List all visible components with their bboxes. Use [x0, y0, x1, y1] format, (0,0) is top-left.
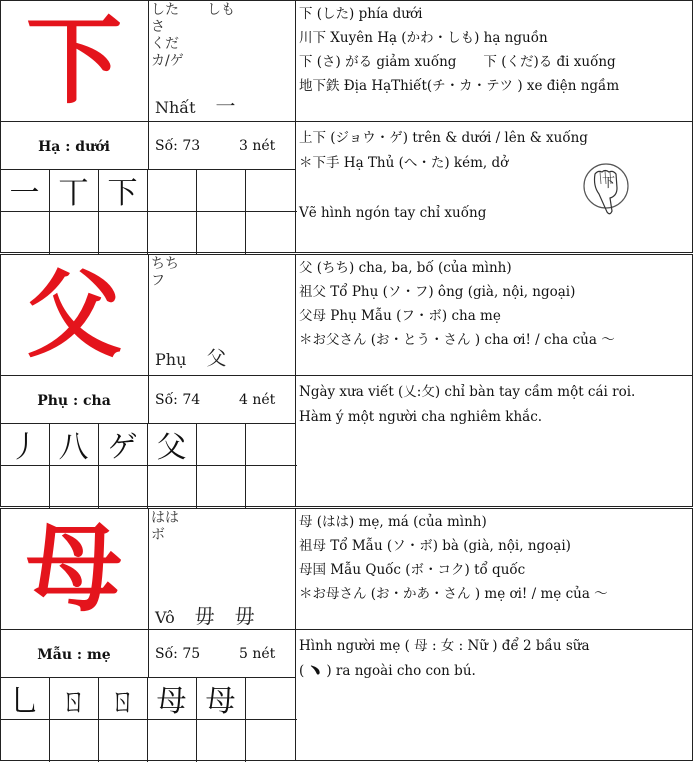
kanji-readings: [151, 510, 179, 544]
stroke-step: 母: [156, 684, 187, 719]
hand-kanji-label: 下: [602, 176, 616, 191]
kanji-meanings: [299, 2, 689, 98]
kanji-readings: [151, 256, 179, 290]
main-kanji: 下: [26, 3, 122, 117]
reading-line: さ: [151, 19, 165, 35]
grid-line: [245, 170, 246, 254]
reading-line: した しも: [151, 2, 235, 18]
stroke-step: ㄖ: [107, 684, 138, 719]
kanji-number: [155, 392, 291, 408]
stroke-step: 下: [107, 176, 138, 211]
reading-line: カ/ゲ: [151, 53, 184, 69]
stroke-step: 八: [58, 430, 89, 465]
kanji-description: [299, 380, 689, 430]
meaning-line: 父 (ちち) cha, ba, bố (của mình): [299, 260, 512, 276]
kanji-label: Mẫu : mẹ: [37, 647, 111, 663]
desc-line: Hình người mẹ ( 母 : 女 : Nữ ) để 2 bầu sữa: [299, 638, 590, 654]
meaning-line: 川下 Xuyên Hạ (かわ・しも) hạ nguồn: [299, 30, 548, 46]
kanji-label: Phụ : cha: [37, 393, 111, 409]
hanviet-reading: [155, 90, 236, 119]
stroke-step: 父: [156, 430, 187, 465]
reading-line: ボ: [151, 527, 165, 543]
hanviet-reading: [155, 342, 226, 371]
desc-line: ＊下手 Hạ Thủ (へ・た) kém, dở: [299, 155, 509, 171]
desc-line: [299, 176, 689, 201]
stroke-count: 4 nét: [239, 392, 276, 408]
reading-line: ちち: [151, 256, 179, 272]
number-text: Số: 74: [155, 392, 201, 408]
desc-line: Vẽ hình ngón tay chỉ xuống: [299, 205, 487, 221]
main-kanji: 父: [26, 257, 122, 371]
kanji-readings: [151, 2, 235, 70]
kanji-number: [155, 646, 291, 662]
kanji-block: [0, 508, 693, 761]
stroke-step: 母: [205, 684, 236, 719]
grid-line: [245, 424, 246, 508]
reading-line: くだ: [151, 36, 179, 52]
hanviet-text: Phụ: [155, 350, 187, 369]
meaning-line: ＊お父さん (お・とう・さん ) cha ơi! / cha của ～: [299, 332, 615, 348]
desc-line: 上下 (ジョウ・ゲ) trên & dưới / lên & xuống: [299, 130, 588, 146]
reading-line: フ: [151, 273, 165, 289]
grid-line: [1, 211, 297, 212]
meaning-line: 祖母 Tổ Mẫu (ソ・ボ) bà (già, nội, ngoại): [299, 538, 571, 554]
desc-line: Hàm ý một người cha nghiêm khắc.: [299, 409, 543, 425]
kanji-description: [299, 634, 689, 684]
hanviet-kanji: 父: [206, 346, 227, 370]
meaning-line: 母国 Mẫu Quốc (ボ・コク) tổ quốc: [299, 562, 526, 578]
desc-line: ( ﹅ ) ra ngoài cho con bú.: [299, 663, 476, 679]
hanviet-kanji: 毋 毋: [194, 604, 255, 628]
kanji-meanings: [299, 510, 689, 606]
grid-line: [147, 170, 148, 254]
meaning-line: 下 (した) phía dưới: [299, 6, 423, 22]
meaning-line: 母 (はは) mẹ, má (của mình): [299, 514, 487, 530]
hanviet-kanji: 一: [215, 94, 236, 118]
desc-line: Ngày xưa viết (乂:攵) chỉ bàn tay cầm một cái roi.: [299, 384, 636, 400]
kanji-label: Hạ : dưới: [38, 139, 110, 155]
meaning-line: 祖父 Tổ Phụ (ソ・フ) ông (già, nội, ngoại): [299, 284, 576, 300]
stroke-step: 丿: [9, 430, 40, 465]
number-text: Số: 75: [155, 646, 201, 662]
meaning-line: ＊お母さん (お・かあ・さん ) mẹ ơi! / mẹ của ～: [299, 586, 608, 602]
meaning-line: 地下鉄 Địa HạThiết(チ・カ・テツ ) xe điện ngầm: [299, 78, 620, 94]
kanji-block: [0, 254, 693, 507]
grid-line: [1, 719, 297, 720]
grid-line: [1, 465, 297, 466]
reading-line: はは: [151, 510, 179, 526]
kanji-number: [155, 138, 291, 154]
kanji-description: [299, 126, 689, 226]
hanviet-reading: [155, 600, 255, 629]
stroke-step: ゲ: [107, 430, 138, 465]
stroke-count: 3 nét: [239, 138, 276, 154]
meaning-line: 父母 Phụ Mẫu (フ・ボ) cha mẹ: [299, 308, 501, 324]
grid-line: [196, 424, 197, 508]
meaning-line: 下 (さ) がる giảm xuống 下 (くだ)る đi xuống: [299, 54, 616, 70]
number-text: Số: 73: [155, 138, 201, 154]
main-kanji: 母: [26, 511, 122, 625]
hanviet-text: Vô: [155, 608, 175, 627]
stroke-step: 一: [9, 176, 40, 211]
grid-line: [196, 170, 197, 254]
kanji-meanings: [299, 256, 689, 352]
stroke-step: ㄖ: [58, 684, 89, 719]
grid-line: [245, 678, 246, 762]
stroke-step: 丅: [58, 176, 89, 211]
hanviet-text: Nhất: [155, 98, 196, 117]
stroke-count: 5 nét: [239, 646, 276, 662]
stroke-step: 乚: [9, 684, 40, 719]
